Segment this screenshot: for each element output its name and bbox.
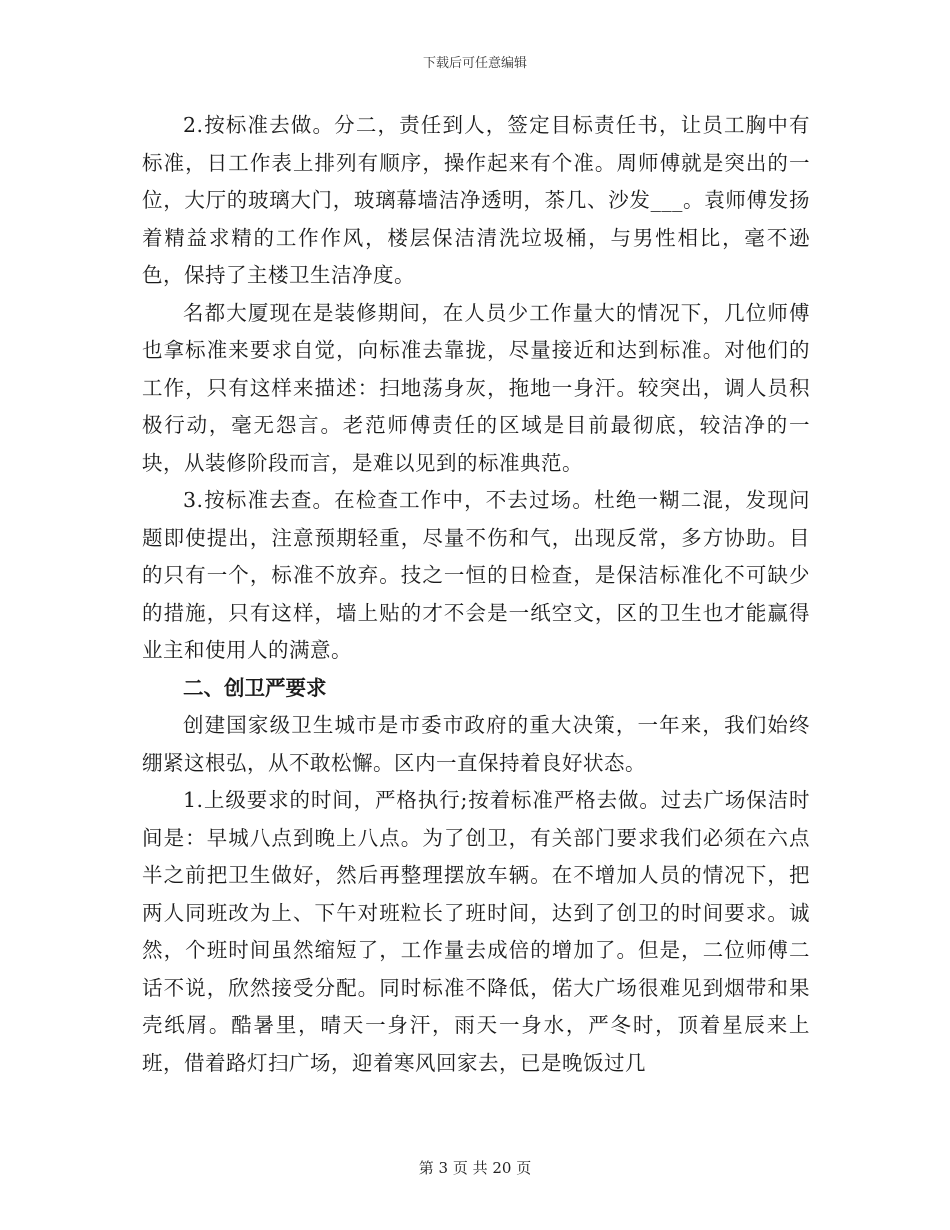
paragraph-schedule-requirements: 1.上级要求的时间，严格执行;按着标准严格去做。过去广场保洁时间是：早城八点到晚上八点。为了创卫，有关部门要求我们必须在六点半之前把卫生做好，然后再整理摆放车辆。在不增加人员的情况下，把两人同班改为上、下午对班粒长了班时间，达到了创卫的时间要求。诚然，个班时间虽然缩短了，工作量去成倍的增加了。但是，二位师傅二话不说，欣然接受分配。同时标准不降低，偌大广场很难见到烟带和果壳纸屑。酷暑里，晴天一身汗，雨天一身水，严冬时，顶着星辰来上班，借着路灯扫广场，迎着寒风回家去，已是晚饭过几 — [142, 788, 810, 1075]
paragraph-standard-inspection: 3.按标准去查。在检查工作中，不去过场。杜绝一糊二混，发现问题即使提出，注意预期轻重，尽量不伤和气，出现反常，多方协助。目的只有一个，标准不放弃。技之一恒的日检查，是保洁标准化不可缺少的措施，只有这样，墙上贴的才不会是一纸空文，区的卫生也才能赢得业主和使用人的满意。 — [142, 488, 810, 662]
paragraph-mingdu-building: 名都大厦现在是装修期间，在人员少工作量大的情况下，几位师傅也拿标准来要求自觉，向标准去靠拢，尽量接近和达到标准。对他们的工作，只有这样来描述：扫地荡身灰，拖地一身汗。较突出，调人员积极行动，毫无怨言。老范师傅责任的区域是目前最彻底，较洁净的一块，从装修阶段而言，是难以见到的标准典范。 — [142, 300, 810, 475]
document-body — [142, 107, 810, 1082]
paragraph-sanitary-city: 创建国家级卫生城市是市委市政府的重大决策，一年来，我们始终绷紧这根弘，从不敢松懈。区内一直保持着良好状态。 — [142, 713, 810, 775]
section-heading: 二、创卫严要求 — [183, 675, 327, 700]
page-header: 下载后可任意编辑 — [422, 56, 527, 71]
page-number: 第 3 页 共 20 页 — [418, 1159, 532, 1177]
paragraph-standard-work: 2.按标准去做。分二，责任到人，签定目标责任书，让员工胸中有标准，日工作表上排列有顺序，操作起来有个准。周师傅就是突出的一位，大厅的玻璃大门，玻璃幕墙洁净透明，茶几、沙发___。袁师傅发扬着精益求精的工作作风，楼层保洁清洗垃圾桶，与男性相比，毫不逊色，保持了主楼卫生洁净度。 — [142, 113, 810, 287]
